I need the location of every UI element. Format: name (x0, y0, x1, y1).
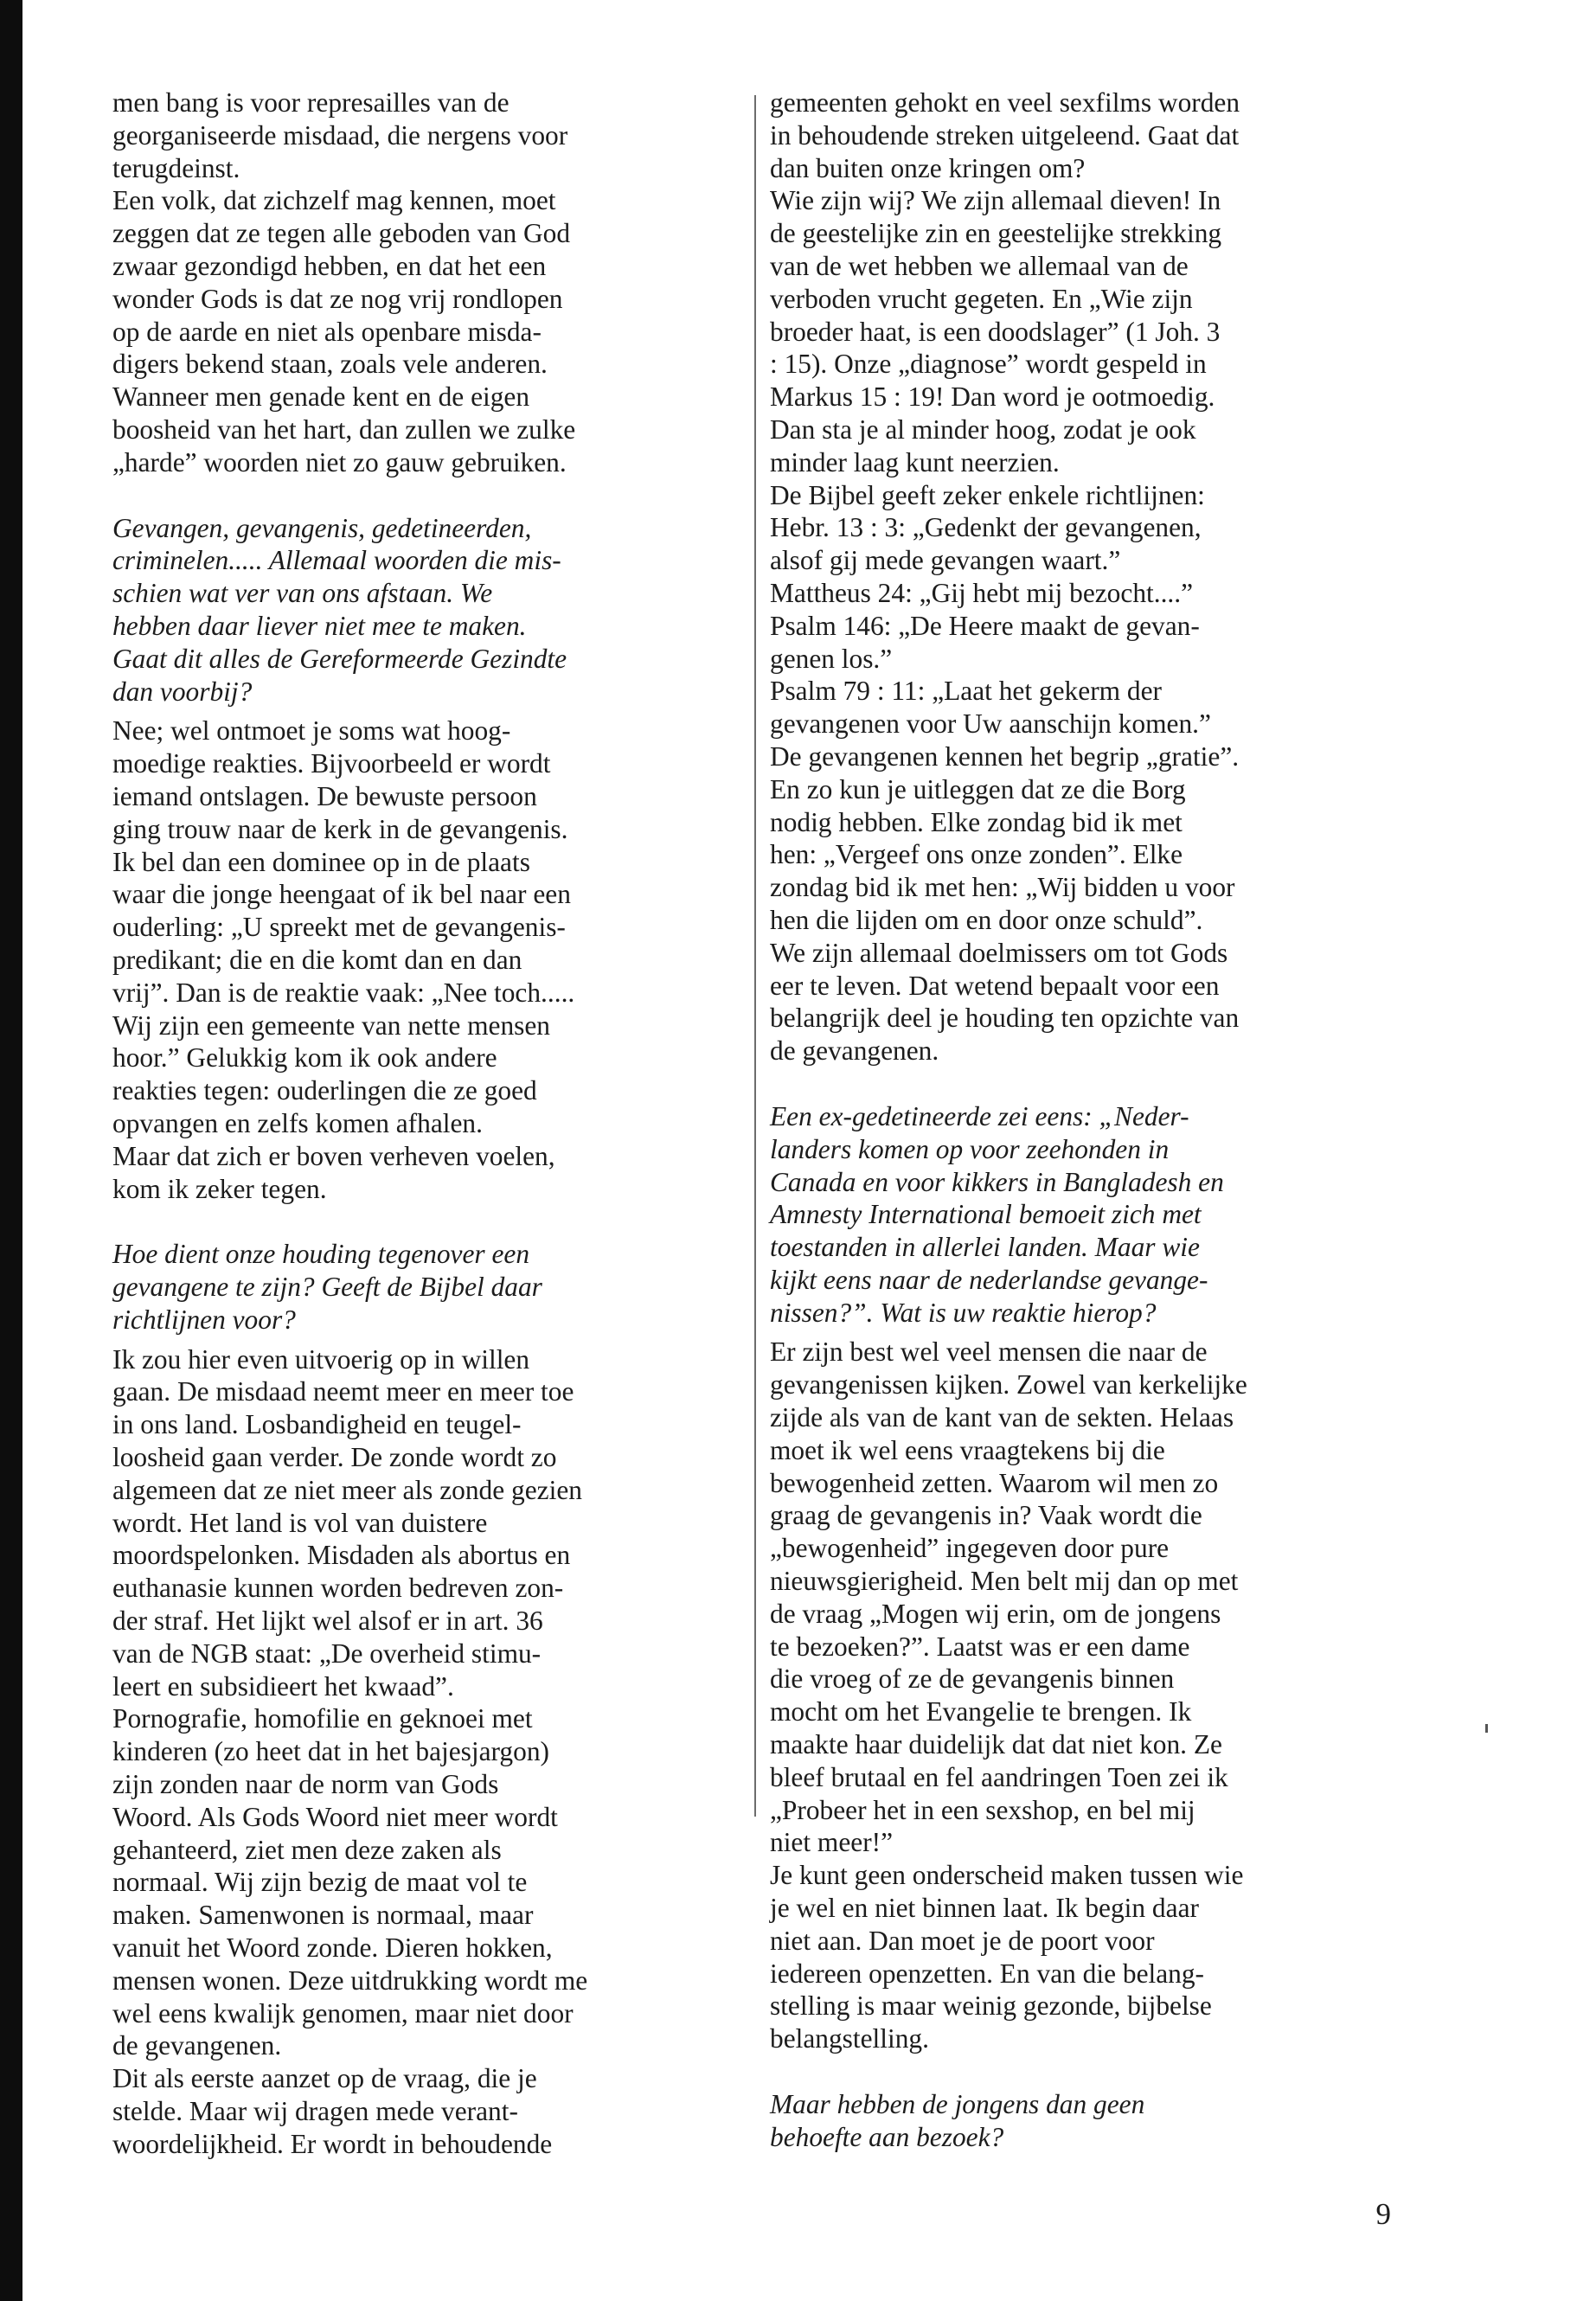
text-line: wonder Gods is dat ze nog vrij rondlopen (112, 283, 563, 314)
text-line: Dit als eerste aanzet op de vraag, die je (112, 2063, 537, 2094)
text-line: kom ik zeker tegen. (112, 1173, 327, 1204)
text-line: ging trouw naar de kerk in de gevangenis. (112, 813, 568, 844)
text-line: terugdeinst. (112, 152, 240, 183)
right-column (770, 87, 1410, 2154)
text-line: van de wet hebben we allemaal van de (770, 250, 1189, 281)
text-line: graag de gevangenis in? Vaak wordt die (770, 1500, 1202, 1531)
text-line: georganiseerde misdaad, die nergens voor (112, 119, 568, 151)
text-line: Een volk, dat zichzelf mag kennen, moet (112, 185, 556, 216)
text-line: de vraag „Mogen wij erin, om de jongens (770, 1598, 1221, 1629)
text-line: gevangene te zijn? Geeft de Bijbel daar (112, 1272, 542, 1303)
interview-question (112, 1238, 735, 1336)
text-line: je wel en niet binnen laat. Ik begin daar (770, 1893, 1199, 1924)
text-line: belangrijk deel je houding ten opzichte van (770, 1003, 1240, 1034)
text-line: euthanasie kunnen worden bedreven zon- (112, 1573, 564, 1604)
text-line: stelling is maar weinig gezonde, bijbelse (770, 1990, 1212, 2022)
text-line: Wanneer men genade kent en de eigen (112, 381, 530, 413)
text-line: Ik zou hier even uitvoerig op in willen (112, 1343, 530, 1375)
text-line: De Bijbel geeft zeker enkele richtlijnen: (770, 479, 1205, 510)
text-line: Dan sta je al minder hoog, zodat je ook (770, 413, 1196, 445)
text-line: hen: „Vergeef ons onze zonden”. Elke (770, 839, 1183, 870)
text-line: vrij”. Dan is de reaktie vaak: „Nee toch..... (112, 977, 575, 1008)
text-line: wel eens kwalijk genomen, maar niet door (112, 1997, 574, 2029)
text-line: Woord. Als Gods Woord niet meer wordt (112, 1801, 558, 1832)
text-line: op de aarde en niet als openbare misda- (112, 316, 542, 347)
text-line: hoor.” Gelukkig kom ik ook andere (112, 1042, 497, 1074)
text-line: nissen?”. Wat is uw reaktie hierop? (770, 1297, 1157, 1328)
text-line: De gevangenen kennen het begrip „gratie”. (770, 740, 1240, 772)
text-line: schien wat ver van ons afstaan. We (112, 578, 493, 609)
text-line: loosheid gaan verder. De zonde wordt zo (112, 1442, 557, 1473)
text-line: men bang is voor represailles van de (112, 87, 510, 118)
text-line: bleef brutaal en fel aandringen Toen zei ik (770, 1761, 1228, 1792)
interview-question (770, 1100, 1410, 1330)
text-line: niet aan. Dan moet je de poort voor (770, 1925, 1155, 1956)
text-line: algemeen dat ze niet meer als zonde gezien (112, 1474, 582, 1505)
text-line: Wij zijn een gemeente van nette mensen (112, 1009, 551, 1041)
text-line: Psalm 79 : 11: „Laat het gekerm der (770, 676, 1162, 707)
text-line: gevangenen voor Uw aanschijn komen.” (770, 708, 1211, 740)
text-line: mensen wonen. Deze uitdrukking wordt me (112, 1965, 588, 1996)
text-line: „Probeer het in een sexshop, en bel mij (770, 1794, 1195, 1825)
text-line: Markus 15 : 19! Dan word je ootmoedig. (770, 381, 1215, 413)
text-line: dan voorbij? (112, 676, 253, 707)
text-line: richtlijnen voor? (112, 1304, 296, 1335)
text-line: zijde als van de kant van de sekten. Helaas (770, 1402, 1234, 1433)
text-line: broeder haat, is een doodslager” (1 Joh. 3 (770, 316, 1221, 347)
text-line: verboden vrucht gegeten. En „Wie zijn (770, 283, 1193, 314)
text-line: Ik bel dan een dominee op in de plaats (112, 846, 530, 877)
text-line: stelde. Maar wij dragen mede verant- (112, 2096, 518, 2127)
text-line: nodig hebben. Elke zondag bid ik met (770, 806, 1183, 837)
text-line: de gevangenen. (770, 1035, 939, 1067)
text-line: belangstelling. (770, 2023, 929, 2054)
text-line: criminelen..... Allemaal woorden die mis- (112, 545, 561, 576)
text-line: leert en subsidieert het kwaad”. (112, 1670, 454, 1702)
text-line: woordelijkheid. Er wordt in behoudende (112, 2128, 553, 2159)
text-line: Psalm 146: „De Heere maakt de gevan- (770, 610, 1200, 641)
text-line: te bezoeken?”. Laatst was er een dame (770, 1631, 1190, 1662)
text-line: digers bekend staan, zoals vele anderen. (112, 349, 548, 380)
text-line: nieuwsgierigheid. Men belt mij dan op met (770, 1566, 1239, 1597)
text-line: niet meer!” (770, 1827, 894, 1858)
text-line: minder laag kunt neerzien. (770, 446, 1060, 478)
text-line: waar die jonge heengaat of ik bel naar een (112, 879, 571, 910)
text-line: „bewogenheid” ingegeven door pure (770, 1533, 1170, 1564)
text-line: Canada en voor kikkers in Bangladesh en (770, 1166, 1224, 1197)
text-line: Pornografie, homofilie en geknoei met (112, 1703, 533, 1734)
text-line: moet ik wel eens vraagtekens bij die (770, 1434, 1165, 1465)
text-line: : 15). Onze „diagnose” wordt gespeld in (770, 349, 1207, 380)
text-line: toestanden in allerlei landen. Maar wie (770, 1232, 1200, 1263)
text-line: dan buiten onze kringen om? (770, 152, 1086, 183)
column-divider (754, 95, 756, 1817)
text-line: zeggen dat ze tegen alle geboden van God (112, 218, 571, 249)
text-line: behoefte aan bezoek? (770, 2121, 1004, 2152)
text-line: van de NGB staat: „De overheid stimu- (112, 1638, 542, 1669)
text-line: in behoudende streken uitgeleend. Gaat dat (770, 119, 1240, 151)
text-line: Gevangen, gevangenis, gedetineerden, (112, 512, 532, 543)
text-line: die vroeg of ze de gevangenis binnen (770, 1663, 1175, 1695)
text-line: zijn zonden naar de norm van Gods (112, 1769, 499, 1800)
text-line: boosheid van het hart, dan zullen we zulke (112, 413, 576, 445)
text-line: gevangenissen kijken. Zowel van kerkelijke (770, 1369, 1247, 1400)
body-paragraph (770, 1336, 1410, 2055)
text-line: Mattheus 24: „Gij hebt mij bezocht....” (770, 577, 1194, 608)
interview-question (112, 512, 735, 708)
text-line: wordt. Het land is vol van duistere (112, 1507, 488, 1538)
text-line: Amnesty International bemoeit zich met (770, 1199, 1202, 1230)
text-line: moordspelonken. Misdaden als abortus en (112, 1540, 571, 1571)
text-line: Wie zijn wij? We zijn allemaal dieven! In (770, 185, 1221, 216)
text-line: „harde” woorden niet zo gauw gebruiken. (112, 446, 567, 478)
text-line: der straf. Het lijkt wel alsof er in art. 36 (112, 1606, 543, 1637)
text-line: normaal. Wij zijn bezig de maat vol te (112, 1867, 528, 1898)
text-line: Er zijn best wel veel mensen die naar de (770, 1336, 1208, 1368)
text-line: vanuit het Woord zonde. Dieren hokken, (112, 1932, 553, 1964)
text-line: ouderling: „U spreekt met de gevangenis- (112, 912, 566, 943)
text-line: Gaat dit alles de Gereformeerde Gezindte (112, 643, 567, 674)
text-line: hen die lijden om en door onze schuld”. (770, 904, 1203, 935)
text-line: in ons land. Losbandigheid en teugel- (112, 1409, 522, 1440)
text-line: Maar dat zich er boven verheven voelen, (112, 1140, 555, 1171)
text-line: zwaar gezondigd hebben, en dat het een (112, 250, 547, 281)
text-line: maakte haar duidelijk dat dat niet kon. Ze (770, 1729, 1222, 1760)
text-line: Hebr. 13 : 3: „Gedenkt der gevangenen, (770, 512, 1202, 543)
text-line: gemeenten gehokt en veel sexfilms worden (770, 87, 1240, 118)
page-number: 9 (1375, 2197, 1391, 2231)
text-line: Een ex-gedetineerde zei eens: „Neder- (770, 1100, 1189, 1131)
text-line: En zo kun je uitleggen dat ze die Borg (770, 773, 1186, 804)
text-line: reakties tegen: ouderlingen die ze goed (112, 1075, 537, 1106)
text-line: Maar hebben de jongens dan geen (770, 2089, 1145, 2120)
text-line: opvangen en zelfs komen afhalen. (112, 1107, 483, 1138)
text-line: mocht om het Evangelie te brengen. Ik (770, 1696, 1192, 1727)
scan-left-edge (0, 0, 22, 2301)
text-line: bewogenheid zetten. Waarom wil men zo (770, 1467, 1219, 1498)
text-line: zondag bid ik met hen: „Wij bidden u voor (770, 872, 1235, 903)
text-line: We zijn allemaal doelmissers om tot Gods (770, 937, 1228, 968)
text-line: kinderen (zo heet dat in het bajesjargon) (112, 1736, 549, 1767)
text-line: genen los.” (770, 643, 893, 674)
text-line: hebben daar liever niet mee te maken. (112, 610, 527, 641)
text-line: eer te leven. Dat wetend bepaalt voor een (770, 970, 1220, 1001)
body-paragraph (112, 87, 735, 479)
text-line: iemand ontslagen. De bewuste persoon (112, 780, 537, 811)
text-line: gaan. De misdaad neemt meer en meer toe (112, 1376, 574, 1407)
text-line: gehanteerd, ziet men deze zaken als (112, 1834, 502, 1865)
text-line: de geestelijke zin en geestelijke strekking (770, 218, 1222, 249)
text-line: Je kunt geen onderscheid maken tussen wie (770, 1860, 1244, 1891)
body-paragraph (112, 715, 735, 1205)
text-line: maken. Samenwonen is normaal, maar (112, 1900, 534, 1931)
text-line: Nee; wel ontmoet je soms wat hoog- (112, 715, 511, 747)
left-column (112, 87, 735, 2161)
text-line: de gevangenen. (112, 2030, 282, 2061)
text-line: alsof gij mede gevangen waart.” (770, 545, 1121, 576)
text-line: predikant; die en die komt dan en dan (112, 944, 522, 975)
body-paragraph (112, 1343, 735, 2161)
body-paragraph (770, 87, 1410, 1067)
interview-question (770, 2088, 1410, 2154)
text-line: Hoe dient onze houding tegenover een (112, 1239, 530, 1270)
text-line: landers komen op voor zeehonden in (770, 1133, 1170, 1164)
text-line: iedereen openzetten. En van die belang- (770, 1958, 1205, 1989)
text-line: kijkt eens naar de nederlandse gevange- (770, 1264, 1208, 1295)
text-line: moedige reakties. Bijvoorbeeld er wordt (112, 748, 551, 779)
scan-speck (1485, 1724, 1488, 1733)
